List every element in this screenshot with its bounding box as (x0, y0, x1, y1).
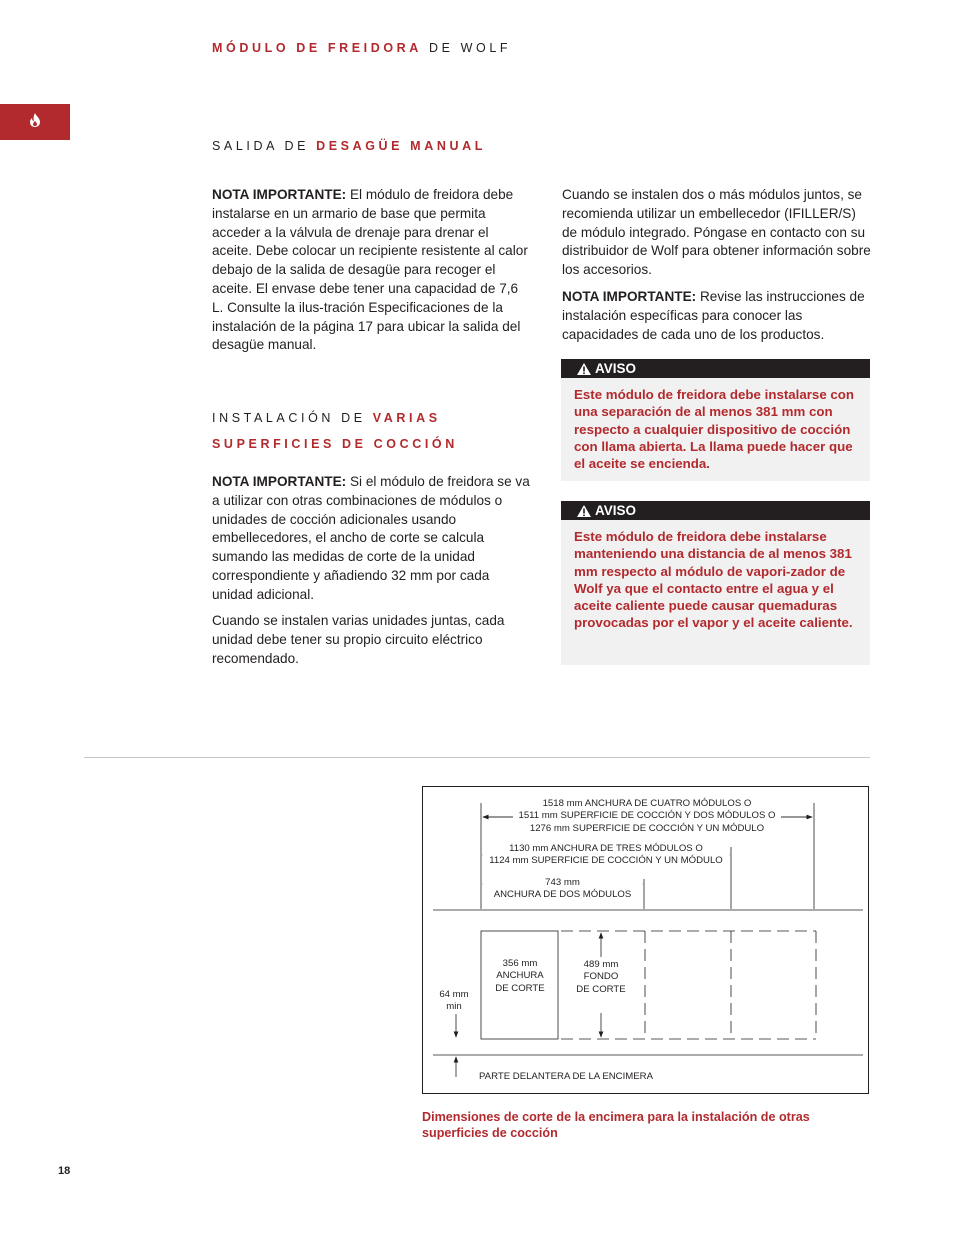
running-header (212, 41, 511, 55)
dimension-label-three-modules (483, 843, 729, 868)
note-label: NOTA IMPORTANTE: (562, 289, 697, 304)
warning-label: AVISO (595, 503, 637, 518)
note-label: NOTA IMPORTANTE: (212, 474, 347, 489)
dimension-text: FONDO (583, 971, 619, 983)
warning-header (561, 359, 870, 378)
dimension-text: 743 mm (545, 877, 580, 888)
paragraph-desague (212, 186, 530, 355)
section-title-instalacion (212, 408, 458, 454)
paragraph-instalacion-2: Cuando se instalen varias unidades juntas, cada unidad debe tener su propio circuito eléctrico recomendado. (212, 613, 505, 666)
note-text: Revise las instrucciones de instalación específicas para conocer las capacidades de cada uno de los productos. (562, 289, 865, 342)
horizontal-divider (84, 757, 870, 758)
section-title-desague (212, 136, 486, 156)
section-title-plain: SALIDA DE (212, 139, 310, 153)
cut-width-label (490, 958, 550, 995)
note-text: El módulo de freidora debe instalarse en un armario de base que permita acceder a la válvula de drenaje para drenar el aceite. Debe colocar un recipiente resistente al calor debajo de la salida de desagüe para recoger el aceite. El envase debe tener una capacidad de 7,6 L. Consulte la ilus-tración Especificaciones de la instalación de la página 17 para ubicar la salida del desagüe manual. (212, 187, 528, 353)
cut-depth-label (571, 959, 631, 996)
note-label: NOTA IMPORTANTE: (212, 187, 347, 202)
dimension-text: min (446, 1001, 462, 1013)
paragraph-nota-capacidades (562, 288, 874, 344)
warning-text: Este módulo de freidora debe instalarse con una separación de al menos 381 mm con respecto a cualquier dispositivo de cocción con llama abierta. La llama puede hacer que el aceite se encienda. (574, 387, 855, 472)
dimension-text: ANCHURA (496, 970, 544, 982)
countertop-front-label: PARTE DELANTERA DE LA ENCIMERA (479, 1071, 653, 1082)
warning-triangle-icon (577, 505, 591, 517)
section-title-bold-line2: SUPERFICIES DE COCCIÓN (212, 437, 458, 451)
dimension-text: 1130 mm ANCHURA DE TRES MÓDULOS O (509, 843, 703, 854)
dimension-text: 489 mm (583, 959, 619, 970)
dimension-text: 1511 mm SUPERFICIE DE COCCIÓN Y DOS MÓDULOS O (518, 810, 776, 822)
diagram-caption: Dimensiones de corte de la encimera para la instalación de otras superficies de cocción (422, 1110, 810, 1140)
cutout-diagram (422, 786, 869, 1094)
dimension-text: 1518 mm ANCHURA DE CUATRO MÓDULOS O (542, 798, 752, 809)
warning-box-vaporizador (561, 501, 870, 665)
dimension-label-two-modules (483, 877, 642, 902)
paragraph-embellecedor: Cuando se instalen dos o más módulos juntos, se recomienda utilizar un embellecedor (IFILLER/S) de módulo integrado. Póngase en contacto con su distribuidor de Wolf para obtener información sobre los accesorios. (562, 187, 871, 278)
section-tab (0, 104, 70, 140)
warning-box-llama (561, 359, 870, 481)
page-number: 18 (58, 1165, 71, 1177)
dimension-label-four-modules (513, 798, 781, 835)
warning-text: Este módulo de freidora debe instalarse manteniendo una distancia de al menos 381 mm respecto al módulo de vapori-zador de Wolf ya que el contacto entre el agua y el aceite caliente puede causar quemaduras provocadas por el vapor y el aceite caliente. (574, 529, 853, 631)
dimension-text: 64 mm (439, 989, 469, 1000)
paragraph-instalacion-1 (212, 473, 530, 605)
section-title-bold: DESAGÜE MANUAL (316, 139, 486, 153)
dimension-text: DE CORTE (576, 983, 626, 995)
dimension-text: 356 mm (502, 958, 538, 969)
note-text: Si el módulo de freidora se va a utilizar con otras combinaciones de módulos o unidades de cocción adicionales usando embellecedores, el ancho de corte se calcula sumando las medidas de corte de la unidad correspondiente y añadiendo 32 mm por cada unidad adicional. (212, 474, 530, 602)
header-title-bold: MÓDULO DE FREIDORA (212, 41, 422, 55)
dimension-text: 1124 mm SUPERFICIE DE COCCIÓN Y UN MÓDULO (489, 855, 723, 867)
section-title-bold: VARIAS (372, 411, 441, 425)
warning-label: AVISO (595, 361, 637, 376)
dimension-text: DE CORTE (495, 982, 545, 994)
min-distance-label (433, 989, 475, 1014)
flame-icon (29, 113, 41, 132)
dimension-text: 1276 mm SUPERFICIE DE COCCIÓN Y UN MÓDULO (529, 822, 765, 834)
warning-header (561, 501, 870, 520)
dimension-text: ANCHURA DE DOS MÓDULOS (493, 889, 632, 901)
warning-triangle-icon (577, 363, 591, 375)
section-title-plain: INSTALACIÓN DE (212, 411, 366, 425)
header-title-rest: DE WOLF (429, 41, 512, 55)
